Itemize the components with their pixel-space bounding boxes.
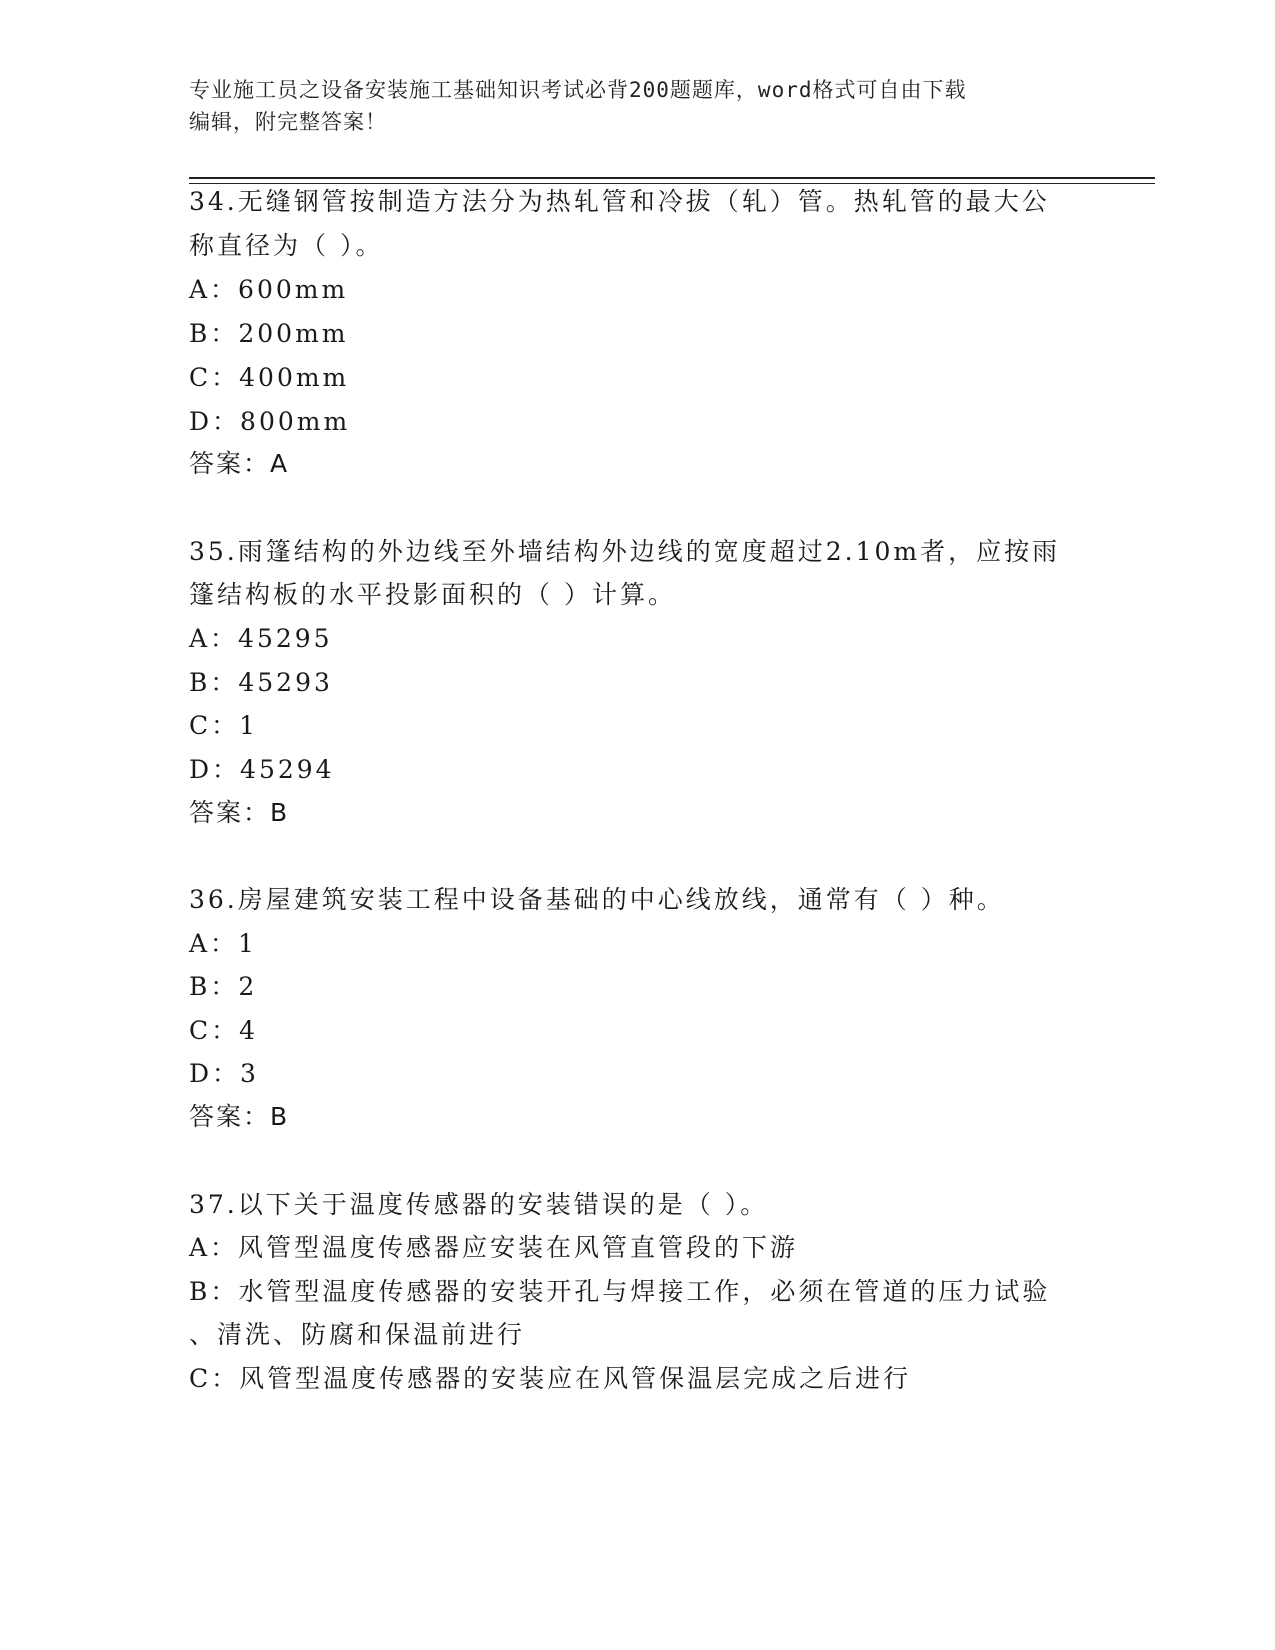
question-34-stem-line-2: 称直径为（ ）。 (189, 231, 384, 260)
question-34-answer: 答案：A (189, 449, 290, 478)
question-37-option-b: B：水管型温度传感器的安装开孔与焊接工作，必须在管道的压力试验 (189, 1277, 1051, 1306)
question-36-option-a: A：1 (189, 929, 257, 958)
question-36-answer: 答案：B (189, 1102, 290, 1131)
question-36-option-b: B：2 (189, 972, 258, 1001)
document-header (189, 74, 1069, 138)
question-37-stem-line-1: 37.以下关于温度传感器的安装错误的是（ ）。 (189, 1190, 769, 1219)
question-35-option-c: C：1 (189, 711, 259, 740)
question-35-option-b: B：45293 (189, 668, 333, 697)
question-36-option-d: D：3 (189, 1059, 259, 1088)
header-line-1: 专业施工员之设备安装施工基础知识考试必背200题题库，word格式可自由下载 (189, 78, 967, 102)
question-37-option-a: A：风管型温度传感器应安装在风管直管段的下游 (189, 1233, 799, 1262)
header-divider-thin (189, 183, 1155, 184)
question-37-option-c: C：风管型温度传感器的安装应在风管保温层完成之后进行 (189, 1364, 912, 1393)
question-37-option-b-continued: 、清洗、防腐和保温前进行 (189, 1320, 526, 1349)
question-34-stem-line-1: 34.无缝钢管按制造方法分为热轧管和冷拔（轧）管。热轧管的最大公 (189, 187, 1050, 216)
question-34-option-a: A：600mm (189, 275, 349, 304)
question-36-stem-line-1: 36.房屋建筑安装工程中设备基础的中心线放线，通常有（ ）种。 (189, 885, 1005, 914)
question-35-option-a: A：45295 (189, 624, 333, 653)
question-35-option-d: D：45294 (189, 755, 335, 784)
header-line-2: 编辑，附完整答案！ (189, 110, 387, 134)
question-34-option-d: D：800mm (189, 407, 351, 436)
question-35-stem-line-1: 35.雨篷结构的外边线至外墙结构外边线的宽度超过2.10m者，应按雨 (189, 537, 1061, 566)
question-34-option-c: C：400mm (189, 363, 350, 392)
header-divider (189, 177, 1155, 179)
question-34-option-b: B：200mm (189, 319, 349, 348)
question-36-option-c: C：4 (189, 1016, 259, 1045)
question-35-stem-line-2: 篷结构板的水平投影面积的（ ）计算。 (189, 580, 676, 609)
question-35-answer: 答案：B (189, 798, 290, 827)
